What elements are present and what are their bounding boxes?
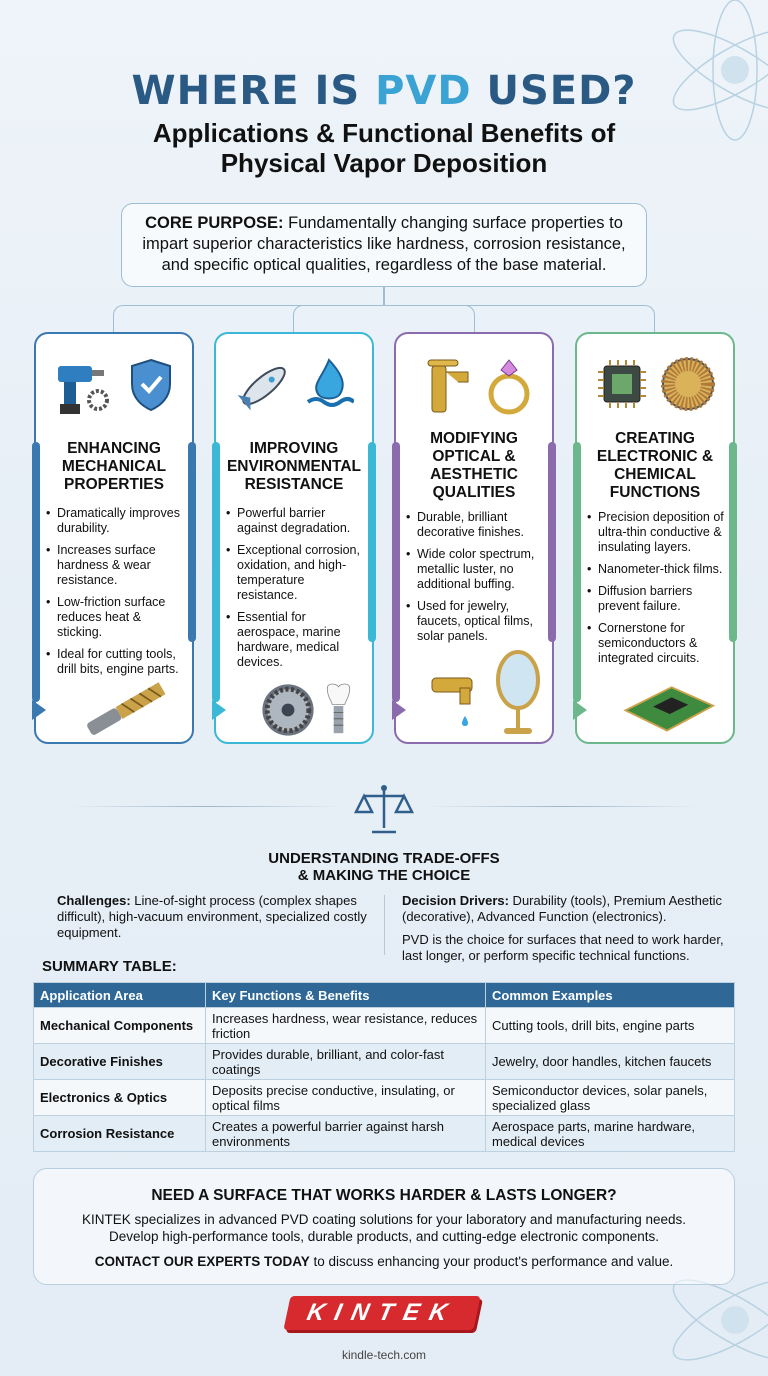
website-link[interactable]: kindle-tech.com	[341, 1348, 427, 1362]
contact-link[interactable]: CONTACT OUR EXPERTS TODAY	[94, 1254, 310, 1269]
card-optical	[394, 332, 554, 744]
turbine-icon	[260, 682, 316, 738]
drill-gear-icon	[54, 356, 118, 420]
shield-check-icon	[128, 356, 174, 412]
connector-line	[383, 287, 385, 305]
bullet-item: • Powerful barrier against degradation.	[226, 506, 366, 536]
cta-text: Develop high-performance tools, durable products, and cutting-edge electronic components.	[108, 1229, 660, 1244]
card-accent-bar	[548, 442, 556, 642]
tradeoffs-heading	[0, 850, 768, 884]
card-title: IMPROVING ENVIRONMENTAL RESISTANCE	[226, 440, 362, 493]
table-cell: Mechanical Components	[34, 1008, 206, 1044]
wafer-icon	[660, 356, 716, 412]
connector-line	[293, 305, 475, 332]
card-accent-bar	[212, 442, 220, 702]
cta-text: to discuss enhancing your product's performance and value.	[309, 1254, 674, 1269]
table-cell: Corrosion Resistance	[34, 1116, 206, 1152]
summary-table-label: SUMMARY TABLE:	[42, 958, 177, 975]
table-cell: Aerospace parts, marine hardware, medical devices	[486, 1116, 735, 1152]
card-title: ENHANCING MECHANICAL PROPERTIES	[61, 440, 167, 493]
dental-implant-icon	[324, 682, 353, 738]
rocket-icon	[234, 356, 294, 416]
bullet-item: • Used for jewelry, faucets, optical films, solar panels.	[406, 599, 546, 644]
title-part: WHERE IS	[131, 68, 376, 114]
table-cell: Decorative Finishes	[34, 1044, 206, 1080]
bullet-item: • Exceptional corrosion, oxidation, and high-temperature resistance.	[226, 543, 366, 603]
table-row	[34, 1008, 735, 1044]
challenges-text	[57, 893, 367, 941]
arrow-icon	[32, 700, 46, 720]
divider	[384, 895, 385, 955]
arrow-icon	[573, 700, 587, 720]
cta-heading: NEED A SURFACE THAT WORKS HARDER & LASTS LONGER?	[151, 1187, 617, 1204]
cta-contact	[34, 1254, 734, 1269]
divider	[70, 806, 340, 807]
card-bullets	[226, 506, 366, 677]
card-title: MODIFYING OPTICAL & AESTHETIC QUALITIES	[430, 430, 518, 501]
mirror-icon	[492, 648, 544, 738]
cta-box	[33, 1168, 735, 1285]
bullet-item: • Nanometer-thick films.	[587, 562, 727, 577]
table-cell: Increases hardness, wear resistance, reduces friction	[206, 1008, 486, 1044]
heading-line: & MAKING THE CHOICE	[297, 867, 471, 884]
drivers-body: Durability (tools), Premium Aesthetic (decorative), Advanced Function (electronics).	[402, 893, 723, 924]
kintek-logo: KINTEK	[283, 1296, 480, 1330]
card-title: CREATING ELECTRONIC & CHEMICAL FUNCTIONS	[596, 430, 714, 501]
card-accent-bar	[368, 442, 376, 642]
card-environmental	[214, 332, 374, 744]
bullet-item: • Durable, brilliant decorative finishes.	[406, 510, 546, 540]
choice-text: PVD is the choice for surfaces that need to work harder, last longer, or perform specific technical functions.	[402, 932, 724, 963]
drivers-label: Decision Drivers:	[402, 893, 509, 908]
arrow-icon	[212, 700, 226, 720]
column-header: Common Examples	[486, 983, 735, 1008]
bullet-item: • Precision deposition of ultra-thin conductive & insulating layers.	[587, 510, 727, 555]
ring-icon	[484, 356, 534, 416]
divider	[428, 806, 698, 807]
core-purpose-label: CORE PURPOSE:	[145, 214, 284, 232]
core-purpose-text: Fundamentally changing surface properties to impart superior characteristics like hardness, corrosion resistance, and specific optical qualities, regardless of the base material.	[142, 214, 626, 274]
column-header: Key Functions & Benefits	[206, 983, 486, 1008]
bullet-item: • Diffusion barriers prevent failure.	[587, 584, 727, 614]
bullet-item: • Wide color spectrum, metallic luster, no additional buffing.	[406, 547, 546, 592]
bullet-item: • Cornerstone for semiconductors & integrated circuits.	[587, 621, 727, 666]
flame-water-icon	[304, 356, 354, 412]
table-row	[34, 1080, 735, 1116]
title-part: USED?	[471, 68, 637, 114]
card-bullets	[46, 506, 186, 684]
balance-scale-icon	[352, 782, 416, 838]
bullet-item: • Increases surface hardness & wear resistance.	[46, 543, 186, 588]
card-mechanical	[34, 332, 194, 744]
card-electronic	[575, 332, 735, 744]
bullet-item: • Ideal for cutting tools, drill bits, engine parts.	[46, 647, 186, 677]
heading-line: UNDERSTANDING TRADE-OFFS	[268, 850, 500, 867]
challenges-body: Line-of-sight process (complex shapes difficult), high-vacuum environment, specialized costly equipment.	[57, 893, 367, 940]
card-bullets	[406, 510, 546, 651]
table-row	[34, 1116, 735, 1152]
card-accent-bar	[729, 442, 737, 642]
table-cell: Creates a powerful barrier against harsh environments	[206, 1116, 486, 1152]
table-row	[34, 1044, 735, 1080]
table-header-row	[34, 983, 735, 1008]
circuit-board-icon	[612, 678, 722, 738]
table-cell: Electronics & Optics	[34, 1080, 206, 1116]
tap-water-icon	[428, 658, 484, 738]
arrow-icon	[392, 700, 406, 720]
column-header: Application Area	[34, 983, 206, 1008]
bullet-item: • Essential for aerospace, marine hardware, medical devices.	[226, 610, 366, 670]
card-accent-bar	[392, 442, 400, 702]
faucet-icon	[414, 356, 474, 416]
subtitle-line: Applications & Functional Benefits of	[152, 118, 616, 148]
challenges-label: Challenges:	[57, 893, 131, 908]
table-cell: Provides durable, brilliant, and color-fast coatings	[206, 1044, 486, 1080]
core-purpose-box	[121, 203, 647, 287]
chip-icon	[594, 356, 650, 412]
table-cell: Jewelry, door handles, kitchen faucets	[486, 1044, 735, 1080]
card-accent-bar	[573, 442, 581, 702]
card-bullets	[587, 510, 727, 673]
table-cell: Cutting tools, drill bits, engine parts	[486, 1008, 735, 1044]
card-accent-bar	[188, 442, 196, 642]
summary-table	[33, 982, 735, 1152]
decision-drivers-text	[402, 893, 732, 925]
table-cell: Semiconductor devices, solar panels, specialized glass	[486, 1080, 735, 1116]
table-cell: Deposits precise conductive, insulating, or optical films	[206, 1080, 486, 1116]
drill-bit-icon	[76, 678, 176, 738]
subtitle-line: Physical Vapor Deposition	[220, 148, 548, 178]
page-subtitle	[0, 118, 768, 178]
bullet-item: • Dramatically improves durability.	[46, 506, 186, 536]
title-highlight: PVD	[375, 68, 472, 114]
cta-text: KINTEK specializes in advanced PVD coating solutions for your laboratory and manufacturing needs.	[81, 1212, 687, 1227]
card-accent-bar	[32, 442, 40, 702]
page-title	[0, 68, 768, 114]
bullet-item: • Low-friction surface reduces heat & sticking.	[46, 595, 186, 640]
